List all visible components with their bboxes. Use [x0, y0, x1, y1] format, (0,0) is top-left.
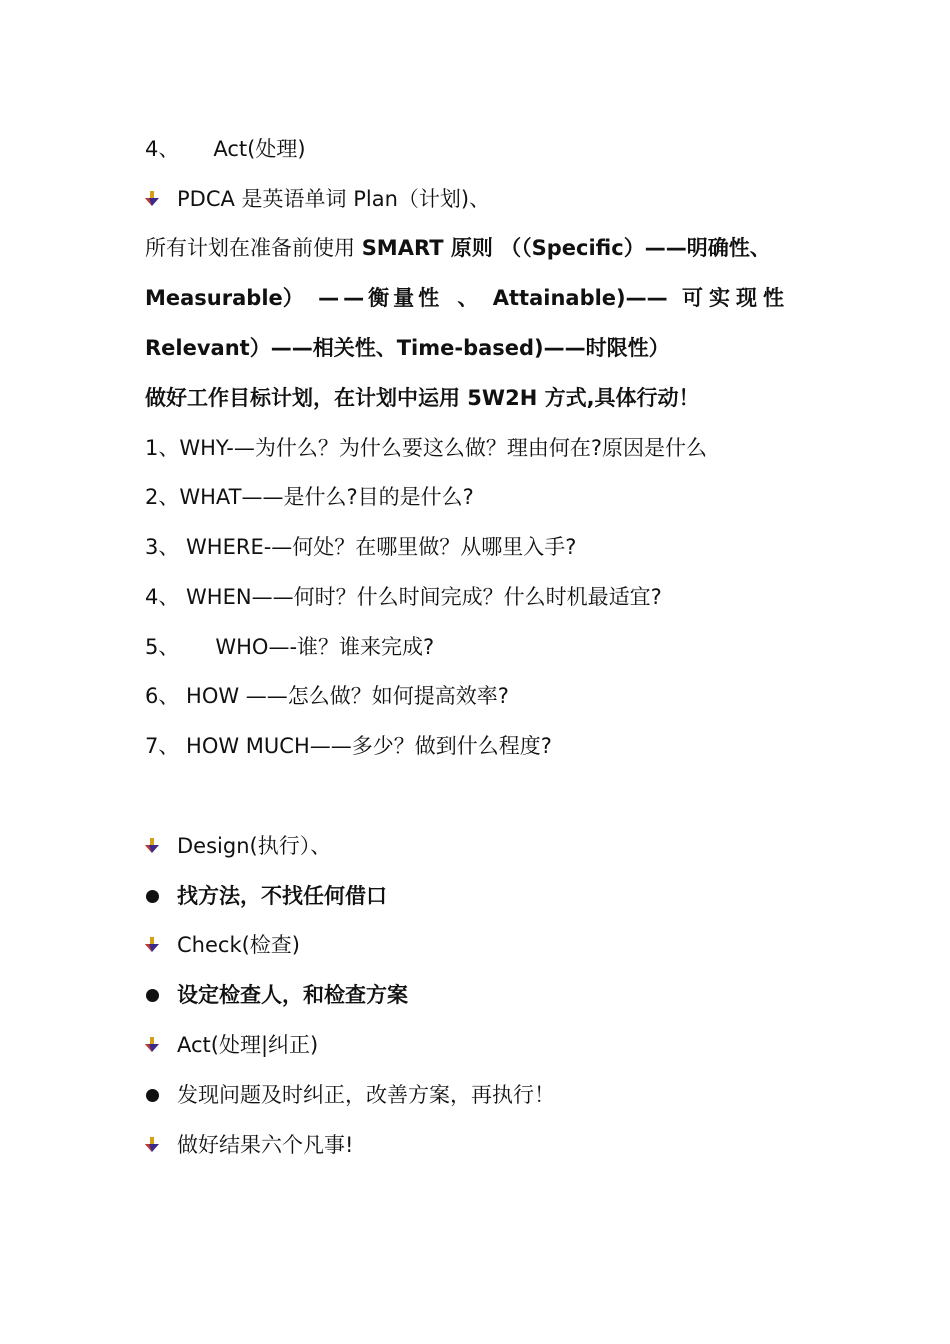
smart-line-3 [145, 333, 835, 363]
when-line [145, 582, 835, 612]
smart-separator: 、 [457, 286, 479, 310]
how-text: 6、 HOW ——怎么做？如何提高效率? [145, 684, 509, 708]
smart-measurable-desc: ——衡量性 [318, 286, 444, 310]
down-arrow-bullet-icon [145, 937, 159, 953]
why-text: 1、WHY-—为什么？为什么要这么做？理由何在?原因是什么 [145, 436, 707, 460]
how-much-line [145, 731, 835, 761]
act-correct-text: Act(处理|纠正) [177, 1033, 319, 1057]
what-text: 2、WHAT——是什么?目的是什么? [145, 485, 474, 509]
goal-plan-line [145, 383, 835, 413]
six-things-text: 做好结果六个凡事! [177, 1133, 354, 1157]
smart-bold-text: SMART 原则 （（Specific）——明确性、 [361, 236, 771, 260]
when-text: 4、 WHEN——何时？什么时间完成？什么时机最适宜? [145, 585, 662, 609]
smart-measurable: Measurable） [145, 286, 304, 310]
smart-attainable-desc: 可实现性 [681, 286, 790, 310]
smart-line-1 [145, 233, 835, 263]
who-line [145, 632, 835, 662]
pdca-intro-text: PDCA 是英语单词 Plan（计划)、 [177, 187, 491, 211]
find-method-text: 找方法，不找任何借口 [177, 884, 387, 908]
how-line [145, 681, 835, 711]
act-heading [145, 134, 835, 164]
filled-circle-bullet-icon [146, 1089, 159, 1102]
design-text: Design(执行）、 [177, 834, 332, 858]
set-checker-text: 设定检查人，和检查方案 [177, 983, 408, 1007]
find-problem-text: 发现问题及时纠正，改善方案，再执行！ [177, 1083, 555, 1107]
who-text: WHO—-谁？谁来完成? [215, 635, 435, 659]
filled-circle-bullet-icon [146, 989, 159, 1002]
what-line [145, 482, 835, 512]
down-arrow-bullet-icon [145, 191, 159, 207]
smart-pre-text: 所有计划在准备前使用 [145, 236, 362, 260]
goal-plan-text: 做好工作目标计划，在计划中运用 5W2H 方式,具体行动！ [145, 386, 700, 410]
act-heading-number: 4、 [145, 137, 180, 161]
check-text: Check(检查) [177, 933, 300, 957]
down-arrow-bullet-icon [145, 1037, 159, 1053]
why-line [145, 433, 835, 463]
where-text: 3、 WHERE-—何处？在哪里做？从哪里入手? [145, 535, 577, 559]
smart-attainable: Attainable)—— [492, 286, 668, 310]
who-number: 5、 [145, 635, 180, 659]
where-line [145, 532, 835, 562]
down-arrow-bullet-icon [145, 1137, 159, 1153]
smart-line-2 [145, 283, 835, 313]
down-arrow-bullet-icon [145, 838, 159, 854]
act-heading-text: Act(处理) [213, 137, 306, 161]
filled-circle-bullet-icon [146, 890, 159, 903]
how-much-text: 7、 HOW MUCH——多少？做到什么程度? [145, 734, 552, 758]
smart-line-3-text: Relevant）——相关性、Time-based)——时限性） [145, 336, 670, 360]
